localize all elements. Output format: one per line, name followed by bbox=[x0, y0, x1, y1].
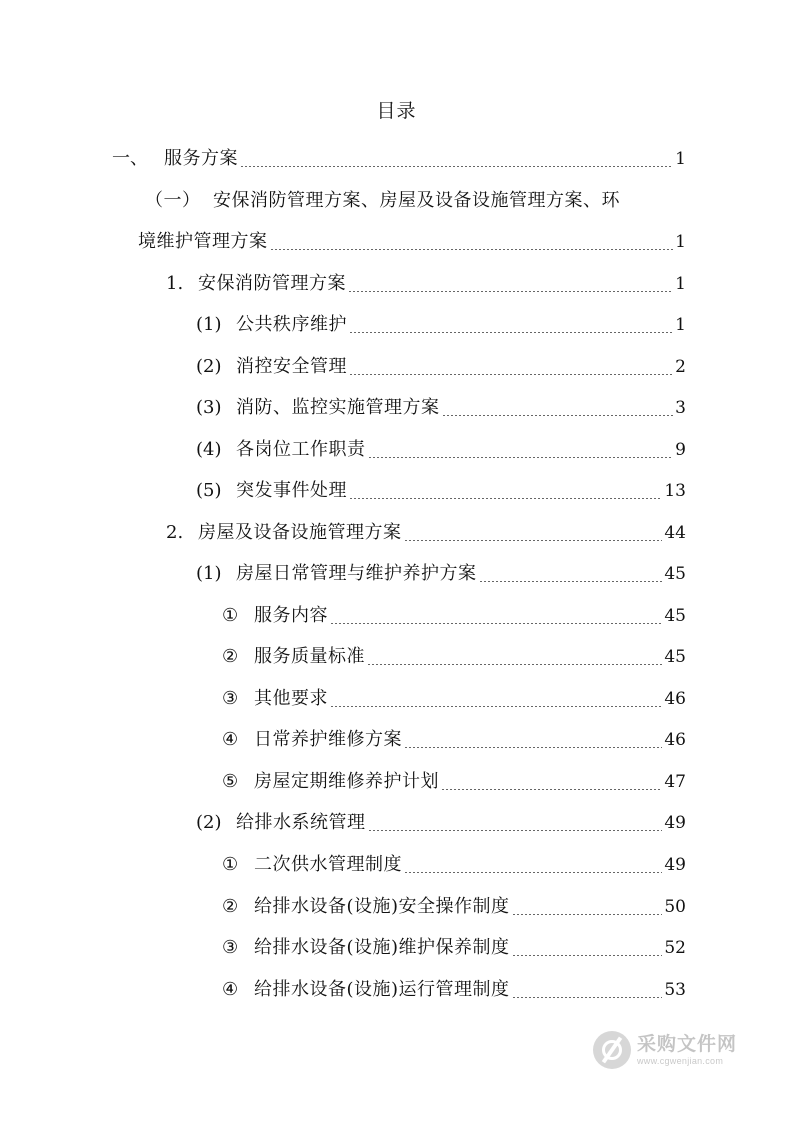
toc-leader-dots bbox=[240, 166, 673, 167]
toc-entry-level2-line1[interactable] bbox=[145, 188, 620, 214]
toc-text: 公共秩序维护 bbox=[236, 314, 347, 335]
watermark bbox=[593, 1028, 743, 1072]
toc-leader-dots bbox=[442, 415, 674, 416]
toc-entry-level4[interactable] bbox=[196, 312, 686, 338]
toc-entry-level3[interactable] bbox=[166, 520, 686, 546]
toc-text: 房屋及设备设施管理方案 bbox=[198, 522, 402, 543]
toc-leader-dots bbox=[368, 830, 663, 831]
toc-leader-dots bbox=[404, 872, 662, 873]
toc-text: 安保消防管理方案 bbox=[198, 273, 346, 294]
toc-entry-level4[interactable] bbox=[196, 395, 686, 421]
toc-leader-dots bbox=[330, 623, 662, 624]
toc-entry-level4[interactable] bbox=[196, 478, 686, 504]
toc-entry-level5[interactable] bbox=[222, 935, 686, 961]
toc-entry-level4[interactable] bbox=[196, 354, 686, 380]
toc-number: (3) bbox=[196, 397, 222, 418]
toc-number: ① bbox=[222, 854, 239, 875]
toc-text: 给排水设备(设施)安全操作制度 bbox=[254, 896, 510, 917]
toc-text: 给排水系统管理 bbox=[236, 812, 366, 833]
toc-entry-level2-line2[interactable] bbox=[138, 229, 686, 255]
toc-leader-dots bbox=[404, 747, 662, 748]
toc-entry-level5[interactable] bbox=[222, 686, 686, 712]
toc-page-number: 49 bbox=[664, 813, 686, 833]
toc-page-number: 46 bbox=[664, 730, 686, 750]
toc-page-number: 49 bbox=[664, 855, 686, 875]
toc-number: 一、 bbox=[112, 148, 148, 169]
toc-text: 给排水设备(设施)运行管理制度 bbox=[254, 979, 510, 1000]
toc-page-number: 45 bbox=[664, 606, 686, 626]
toc-entry-level5[interactable] bbox=[222, 769, 686, 795]
toc-leader-dots bbox=[330, 706, 662, 707]
toc-text: 房屋日常管理与维护养护方案 bbox=[236, 563, 477, 584]
toc-number: (2) bbox=[196, 812, 222, 833]
toc-entry-level4[interactable] bbox=[196, 561, 686, 587]
toc-page-number: 13 bbox=[664, 481, 686, 501]
toc-text: 日常养护维修方案 bbox=[254, 729, 402, 750]
toc-page-number: 1 bbox=[675, 149, 686, 169]
toc-number: (1) bbox=[196, 563, 222, 584]
toc-text: 消控安全管理 bbox=[236, 356, 347, 377]
toc-page-number: 2 bbox=[675, 357, 686, 377]
toc-leader-dots bbox=[349, 374, 673, 375]
toc-text: 服务内容 bbox=[254, 605, 328, 626]
toc-leader-dots bbox=[349, 332, 673, 333]
toc-leader-dots bbox=[404, 540, 663, 541]
toc-page-number: 47 bbox=[664, 772, 686, 792]
toc-page-number: 9 bbox=[675, 440, 686, 460]
toc-entry-level1[interactable] bbox=[112, 146, 686, 172]
toc-text: 突发事件处理 bbox=[236, 480, 347, 501]
toc-number: ① bbox=[222, 605, 239, 626]
toc-leader-dots bbox=[512, 914, 663, 915]
toc-text: 安保消防管理方案、房屋及设备设施管理方案、环 bbox=[213, 190, 620, 211]
toc-leader-dots bbox=[348, 291, 673, 292]
toc-leader-dots bbox=[270, 249, 674, 250]
toc-entry-level5[interactable] bbox=[222, 644, 686, 670]
toc-number: ③ bbox=[222, 937, 239, 958]
toc-number: ② bbox=[222, 896, 239, 917]
toc-entry-level5[interactable] bbox=[222, 852, 686, 878]
watermark-logo-icon bbox=[593, 1031, 631, 1069]
toc-page-number: 50 bbox=[664, 897, 686, 917]
toc-text: 服务质量标准 bbox=[254, 646, 365, 667]
toc-page-number: 44 bbox=[664, 523, 686, 543]
toc-entry-level5[interactable] bbox=[222, 603, 686, 629]
toc-page-number: 1 bbox=[675, 232, 686, 252]
toc-number: ④ bbox=[222, 979, 239, 1000]
toc-leader-dots bbox=[512, 955, 663, 956]
toc-number: (1) bbox=[196, 314, 222, 335]
toc-text: 服务方案 bbox=[164, 148, 238, 169]
toc-text: 各岗位工作职责 bbox=[236, 439, 366, 460]
toc-number: (5) bbox=[196, 480, 222, 501]
toc-number: (2) bbox=[196, 356, 222, 377]
toc-page-number: 52 bbox=[664, 938, 686, 958]
toc-number: ⑤ bbox=[222, 771, 239, 792]
toc-leader-dots bbox=[441, 789, 662, 790]
watermark-text bbox=[637, 1032, 738, 1066]
toc-text: 消防、监控实施管理方案 bbox=[236, 397, 440, 418]
toc-text: 房屋定期维修养护计划 bbox=[254, 771, 439, 792]
toc-leader-dots bbox=[479, 581, 663, 582]
toc-entry-level5[interactable] bbox=[222, 894, 686, 920]
toc-page-number: 3 bbox=[675, 398, 686, 418]
toc-leader-dots bbox=[512, 997, 663, 998]
toc-number: 2. bbox=[166, 522, 184, 543]
toc-number: ④ bbox=[222, 729, 239, 750]
watermark-site-name: 采购文件网 bbox=[637, 1032, 738, 1055]
toc-entry-level4[interactable] bbox=[196, 437, 686, 463]
toc-page-number: 53 bbox=[664, 980, 686, 1000]
toc-page-number: 1 bbox=[675, 315, 686, 335]
toc-number: 1. bbox=[166, 273, 184, 294]
toc-text: 其他要求 bbox=[254, 688, 328, 709]
toc-number: ② bbox=[222, 646, 239, 667]
toc-leader-dots bbox=[349, 498, 662, 499]
toc-number: ③ bbox=[222, 688, 239, 709]
watermark-site-url: www.cgwenjian.com bbox=[637, 1055, 724, 1066]
toc-page-number: 45 bbox=[664, 564, 686, 584]
toc-page-number: 45 bbox=[664, 647, 686, 667]
toc-entry-level5[interactable] bbox=[222, 727, 686, 753]
toc-page-number: 46 bbox=[664, 689, 686, 709]
toc-leader-dots bbox=[367, 664, 662, 665]
toc-page-number: 1 bbox=[675, 274, 686, 294]
toc-text: 境维护管理方案 bbox=[138, 231, 268, 252]
toc-leader-dots bbox=[368, 457, 674, 458]
toc-text: 给排水设备(设施)维护保养制度 bbox=[254, 937, 510, 958]
toc-entry-level4[interactable] bbox=[196, 810, 686, 836]
page-title: 目录 bbox=[376, 100, 417, 122]
toc-entry-level5[interactable] bbox=[222, 977, 686, 1003]
toc-text: 二次供水管理制度 bbox=[254, 854, 402, 875]
toc-entry-level3[interactable] bbox=[166, 271, 686, 297]
toc-number: （一） bbox=[145, 190, 201, 211]
toc-number: (4) bbox=[196, 439, 222, 460]
